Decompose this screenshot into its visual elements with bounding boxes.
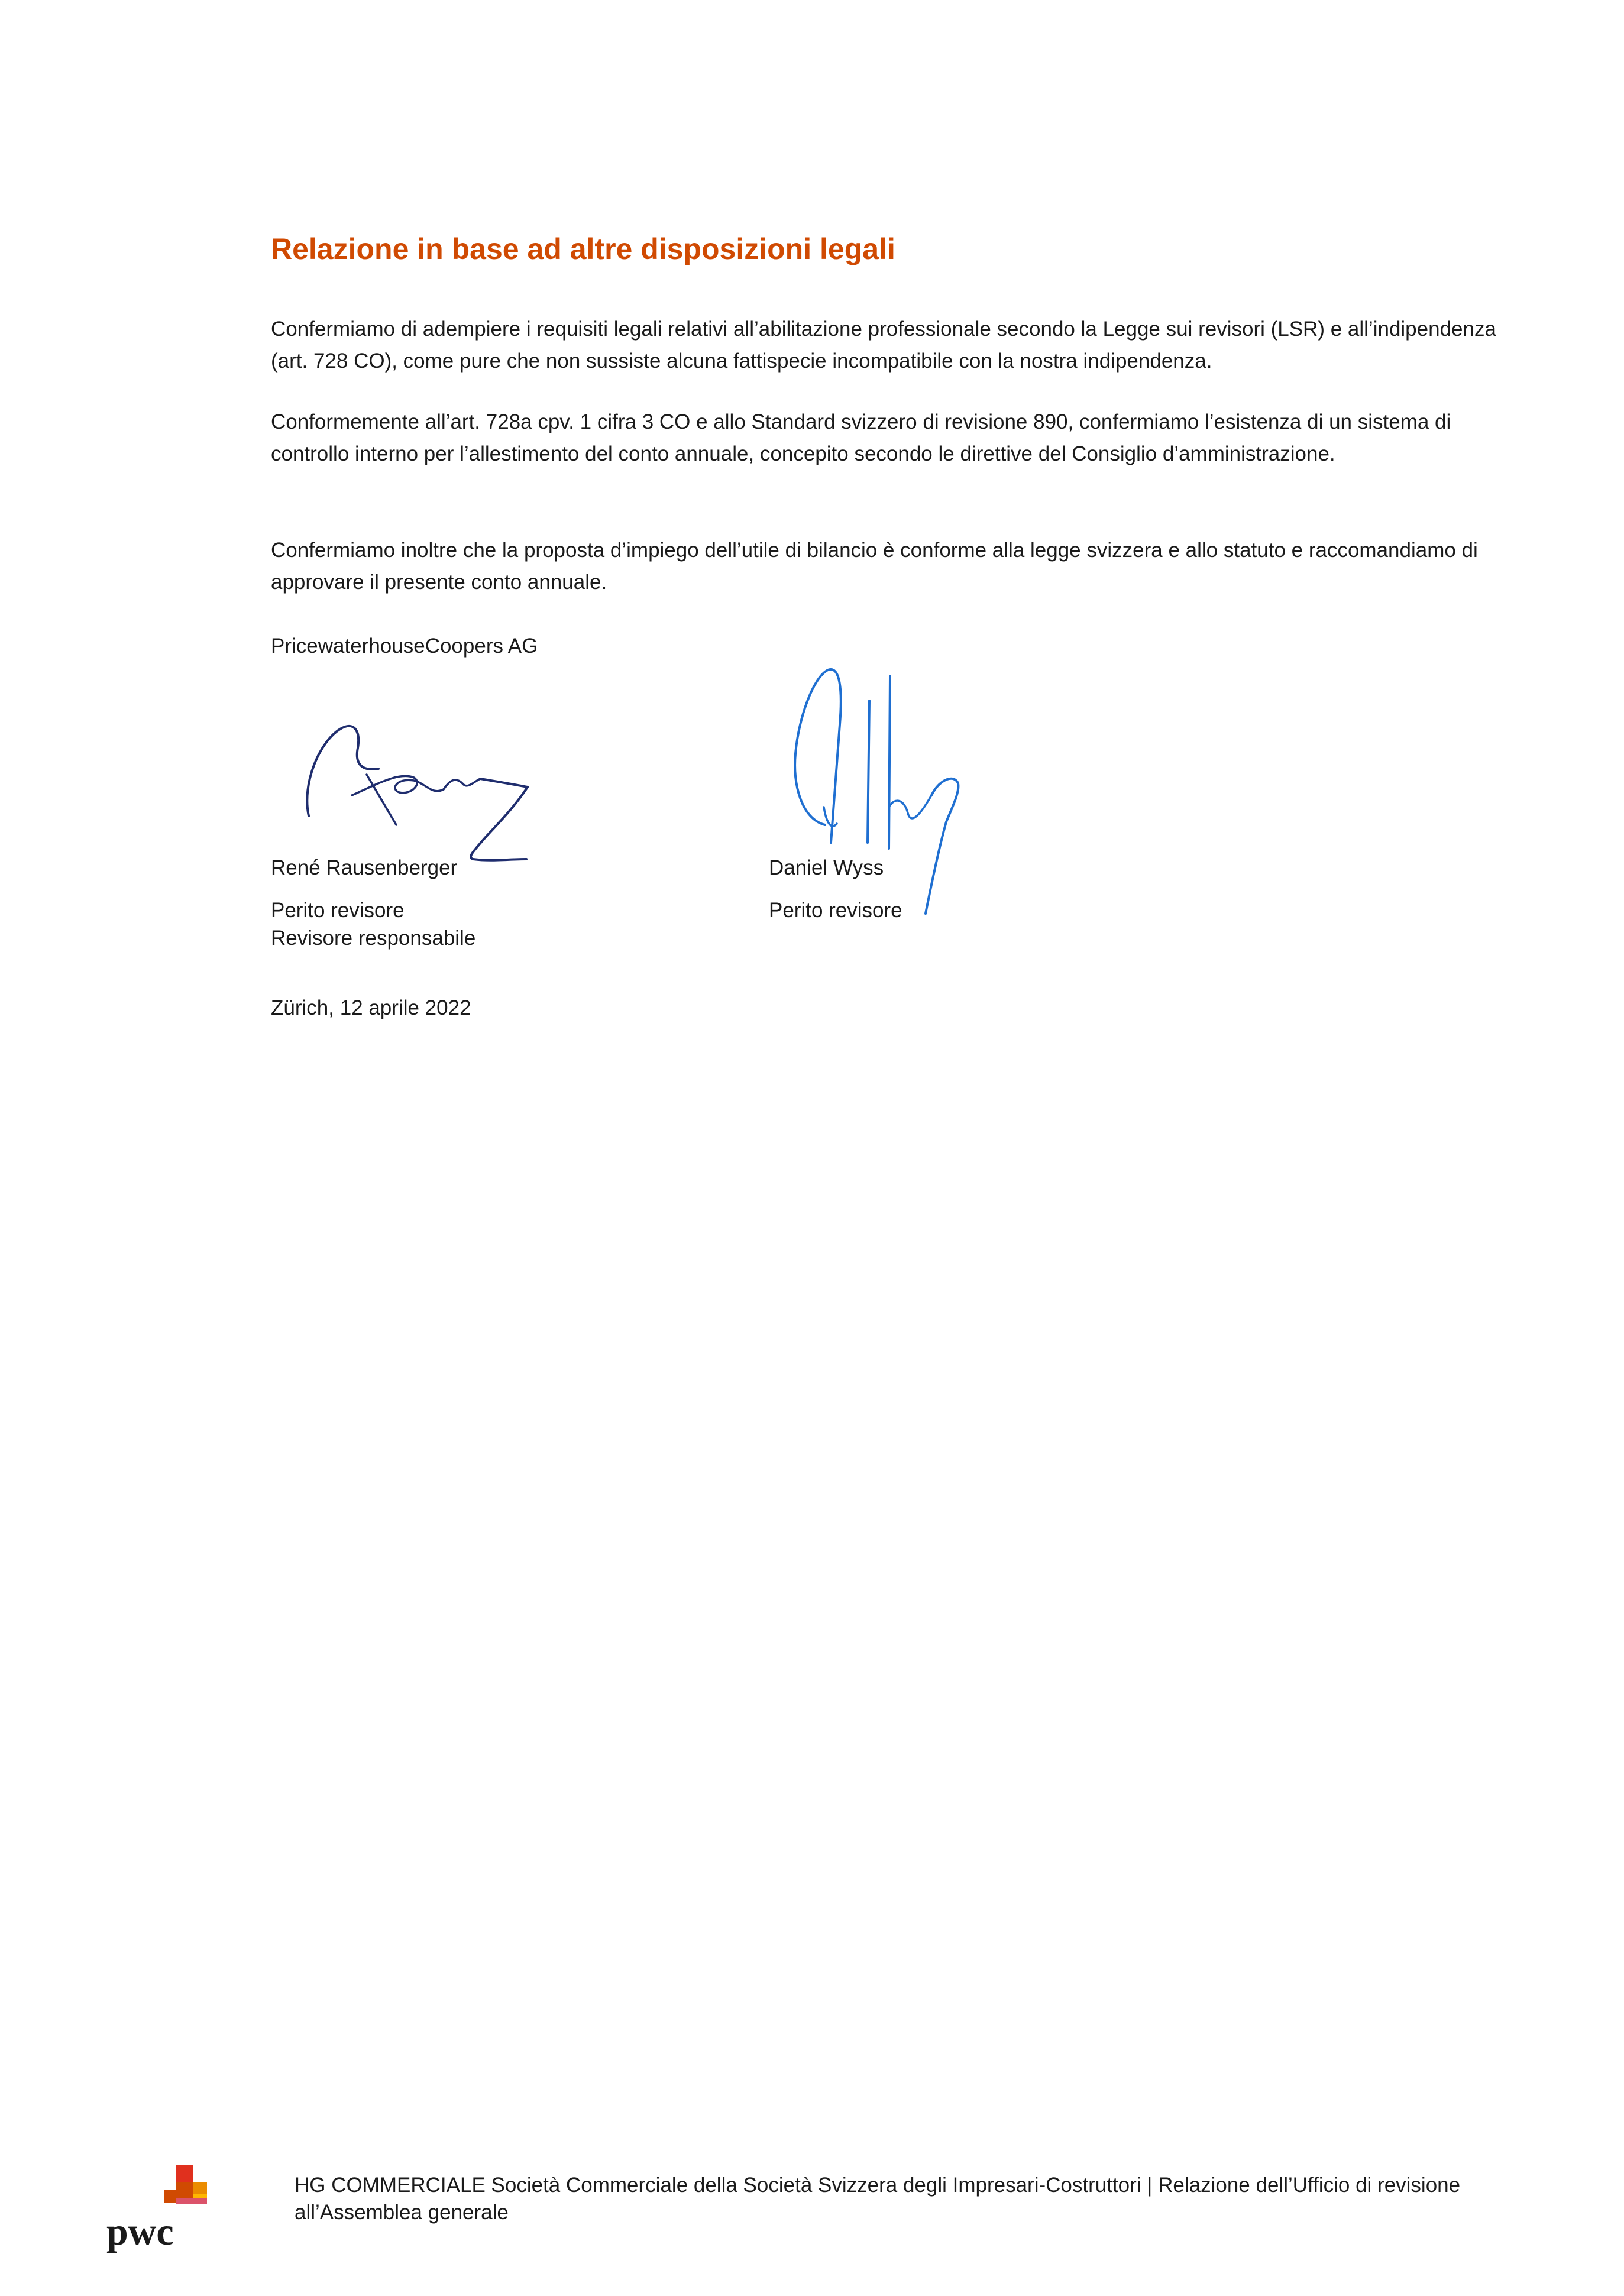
- paragraph-profit-appropriation: Confermiamo inoltre che la proposta d’impiego dell’utile di bilancio è conforme alla legge svizzera e allo statuto e raccomandiamo di approvare il presente conto annuale.: [271, 539, 1478, 594]
- place-date: Zürich, 12 aprile 2022: [271, 996, 471, 1019]
- firm-name: PricewaterhouseCoopers AG: [271, 634, 538, 658]
- signer-role-secondary: Revisore responsabile: [271, 927, 476, 950]
- section-heading: Relazione in base ad altre disposizioni legali: [271, 232, 895, 265]
- signer-name: Daniel Wyss: [769, 856, 884, 879]
- signer-block-2: [769, 854, 902, 924]
- signer-block-1: [271, 854, 475, 952]
- paragraph-independence: Confermiamo di adempiere i requisiti legali relativi all’abilitazione professionale secondo la Legge sui revisori (LSR) e all’indipendenza (art. 728 CO), come pure che non sussiste alcuna fattispecie incompatibile con la nostra indipendenza.: [271, 318, 1496, 373]
- footer-text: HG COMMERCIALE Società Commerciale della Società Svizzera degli Impresari-Costruttori | Relazione dell’Ufficio di revisione all’Assemblea generale: [295, 2174, 1461, 2224]
- signer-role: Perito revisore: [769, 899, 902, 922]
- signer-name: René Rausenberger: [271, 856, 458, 879]
- pwc-logo: [105, 2165, 224, 2254]
- signer-role: Perito revisore: [271, 899, 405, 922]
- svg-text:pwc: pwc: [106, 2210, 174, 2253]
- paragraph-internal-control: Conformemente all’art. 728a cpv. 1 cifra 3 CO e allo Standard svizzero di revisione 890, confermiamo l’esistenza di un sistema di controllo interno per l’allestimento del conto annuale, concepito secondo le direttive del Consiglio d’amministrazione.: [271, 410, 1451, 465]
